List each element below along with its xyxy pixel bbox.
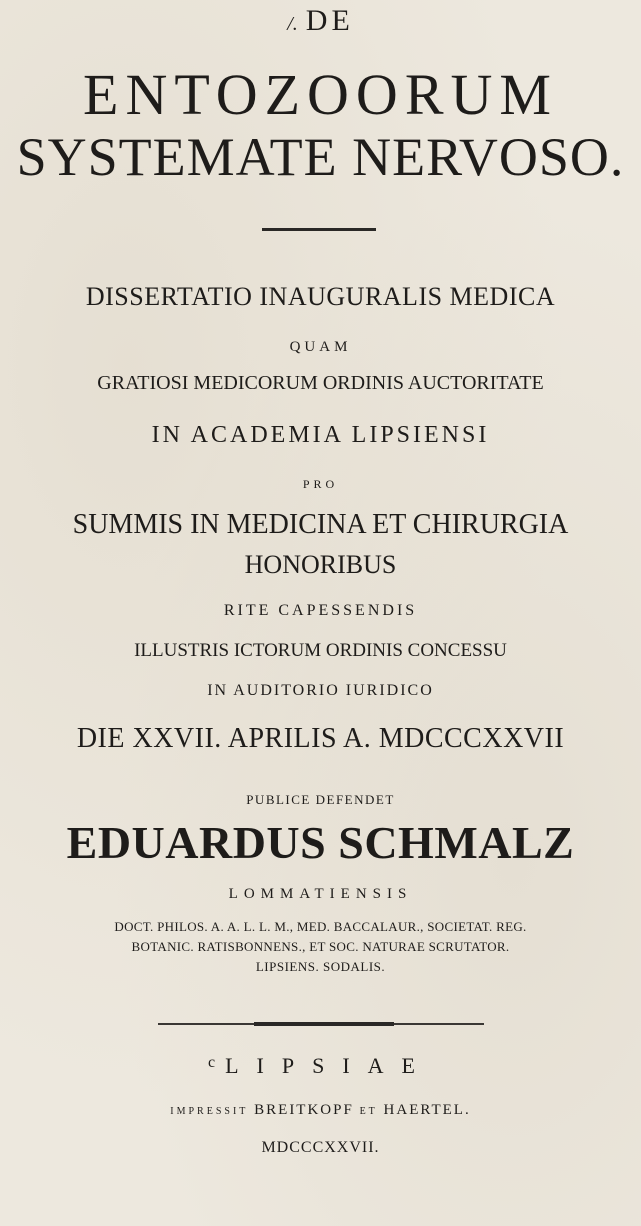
title-line-1: ENTOZOORUM [83, 62, 558, 127]
top-word-line [0, 6, 641, 36]
divider-short [262, 228, 376, 231]
author-name: EDUARDUS SCHMALZ [66, 817, 575, 868]
honoribus-line: HONORIBUS [244, 550, 397, 579]
summis-line: SUMMIS IN MEDICINA ET CHIRURGIA [72, 509, 569, 540]
publication-year: MDCCCXXVII. [261, 1139, 380, 1156]
pro-line: PRO [302, 477, 339, 491]
impressit-label: IMPRESSIT [170, 1106, 249, 1117]
divider-long [158, 1023, 484, 1025]
et-label: ET [359, 1106, 378, 1117]
city-line [0, 1055, 641, 1077]
auditorio-line: IN AUDITORIO IURIDICO [207, 682, 434, 699]
city-name: LIPSIAE [225, 1053, 433, 1078]
illustris-line: ILLUSTRIS ICTORUM ORDINIS CONCESSU [134, 640, 507, 661]
date-line: DIE XXVII. APRILIS A. MDCCCXXVII [76, 723, 565, 754]
title-line-2: SYSTEMATE NERVOSO. [16, 127, 625, 187]
printer-name-1: BREITKOPF [254, 1102, 354, 1118]
printer-name-2: HAERTEL. [383, 1102, 471, 1118]
dissertation-line: DISSERTATIO INAUGURALIS MEDICA [85, 282, 556, 311]
publice-line: PUBLICE DEFENDET [246, 792, 395, 807]
credentials-line-3: LIPSIENS. SODALIS. [255, 959, 386, 974]
quam-line: QUAM [289, 339, 352, 355]
handwritten-mark: /. [287, 13, 298, 35]
handwritten-c-mark: c [208, 1054, 216, 1071]
author-origin: LOMMATIENSIS [228, 886, 413, 902]
rite-line: RITE CAPESSENDIS [223, 602, 418, 619]
printer-line [0, 1103, 641, 1118]
top-word: DE [305, 4, 354, 37]
academia-line: IN ACADEMIA LIPSIENSI [151, 422, 490, 448]
gratiosi-line: GRATIOSI MEDICORUM ORDINIS AUCTORITATE [97, 372, 544, 394]
credentials-line-1: DOCT. PHILOS. A. A. L. L. M., MED. BACCALAUR., SOCIETAT. REG. [114, 919, 527, 934]
credentials-line-2: BOTANIC. RATISBONNENS., ET SOC. NATURAE SCRUTATOR. [131, 939, 510, 954]
